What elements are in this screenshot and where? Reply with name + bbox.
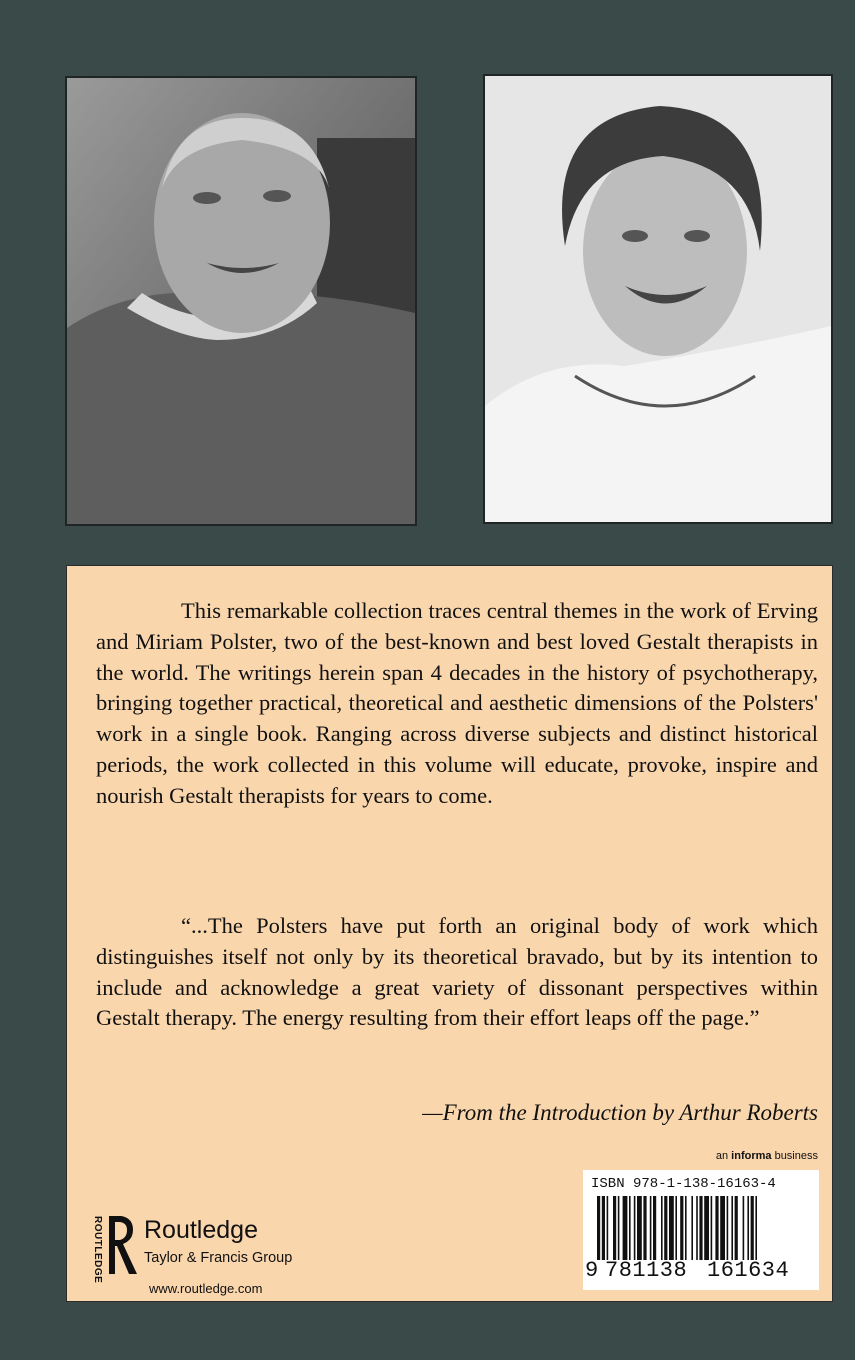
- logo-vertical-text: ROUTLEDGE: [92, 1216, 103, 1284]
- barcode-bars: [597, 1196, 809, 1260]
- barcode-bar: [747, 1196, 749, 1260]
- ean-first-digit: 9: [585, 1258, 599, 1283]
- barcode-bar: [685, 1196, 687, 1260]
- barcode-bar: [731, 1196, 733, 1260]
- barcode-bar: [704, 1196, 709, 1260]
- photo-erving-polster: [65, 76, 417, 526]
- ean-left-digits: 781138: [605, 1258, 688, 1283]
- barcode-bar: [743, 1196, 745, 1260]
- summary-paragraph: This remarkable collection traces central themes in the work of Erving and Miriam Polster, two of the best-known and best loved Gestalt therapists in the world. The writings herein span 4 decades in the history of psychotherapy, bringing together practical, theoretical and aesthetic dimensions of the Polsters' work in a single book. Ranging across diverse subjects and distinct historical periods, the work collected in this volume will educate, provoke, inspire and nourish Gestalt therapists for years to come.: [96, 598, 818, 808]
- barcode-bar: [735, 1196, 738, 1260]
- barcode-bar: [653, 1196, 656, 1260]
- publisher-name: Routledge: [144, 1216, 258, 1244]
- publisher-tagline: Taylor & Francis Group: [144, 1250, 293, 1266]
- barcode-bar: [675, 1196, 677, 1260]
- quote-attribution: —From the Introduction by Arthur Roberts: [422, 1100, 818, 1125]
- barcode-bar: [613, 1196, 616, 1260]
- quote-paragraph: “...The Polsters have put forth an original body of work which distinguishes itself not only by its theoretical bravado, but by its intention to include and acknowledge a great variety of dissonant perspectives within Gestalt therapy. The energy resulting from their effort leaps off the page.”: [96, 913, 818, 1031]
- barcode-bar: [634, 1196, 636, 1260]
- barcode-bar: [715, 1196, 718, 1260]
- barcode-bar: [696, 1196, 698, 1260]
- barcode-bar: [650, 1196, 652, 1260]
- barcode-bar: [669, 1196, 674, 1260]
- ean-right-digits: 161634: [707, 1258, 790, 1283]
- informa-brand: informa: [731, 1150, 772, 1162]
- back-cover-panel: [66, 565, 833, 1302]
- barcode: [583, 1170, 819, 1290]
- isbn-text: ISBN 978-1-138-16163-4: [591, 1176, 776, 1192]
- barcode-bar: [597, 1196, 600, 1260]
- informa-business-line: an informa business: [715, 1150, 818, 1162]
- barcode-bar: [755, 1196, 757, 1260]
- barcode-bar: [661, 1196, 663, 1260]
- publisher-website: www.routledge.com: [149, 1281, 263, 1296]
- barcode-bar: [720, 1196, 725, 1260]
- barcode-bar: [680, 1196, 683, 1260]
- barcode-bar: [727, 1196, 729, 1260]
- barcode-bar: [691, 1196, 693, 1260]
- routledge-r-icon: [103, 1214, 139, 1276]
- photo-miriam-polster: [483, 74, 833, 524]
- barcode-bar: [699, 1196, 702, 1260]
- barcode-bar: [751, 1196, 754, 1260]
- barcode-bar: [602, 1196, 605, 1260]
- barcode-bar: [607, 1196, 609, 1260]
- barcode-bar: [664, 1196, 667, 1260]
- barcode-bar: [623, 1196, 628, 1260]
- barcode-bar: [629, 1196, 631, 1260]
- barcode-bar: [618, 1196, 620, 1260]
- barcode-bar: [637, 1196, 642, 1260]
- barcode-bar: [711, 1196, 713, 1260]
- barcode-bar: [643, 1196, 646, 1260]
